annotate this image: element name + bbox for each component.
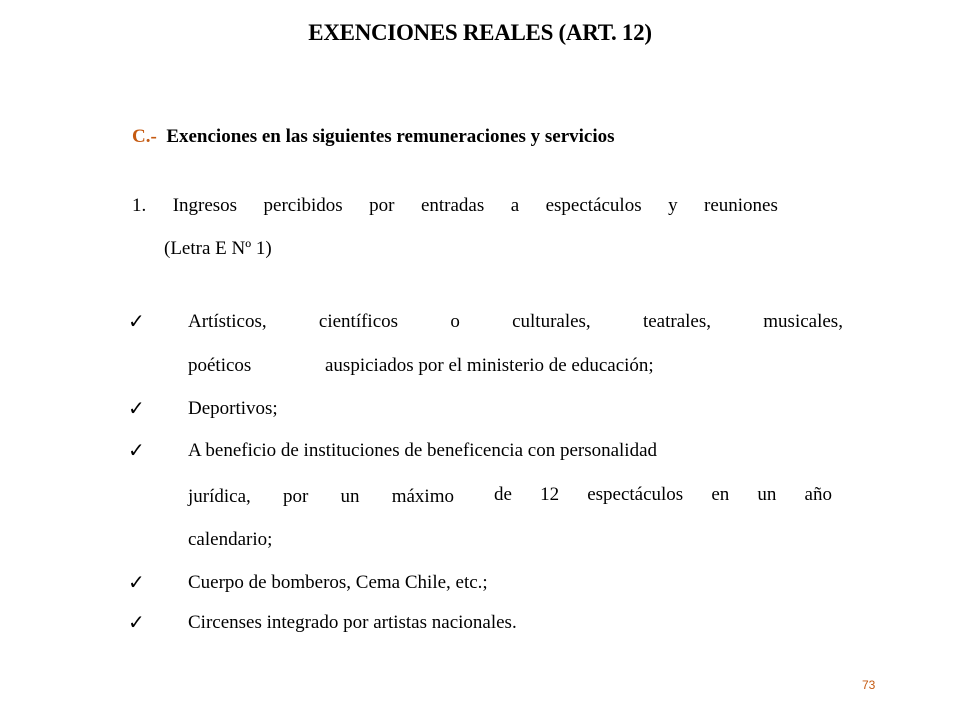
bullet3-word: jurídica,	[188, 486, 251, 507]
item1-word: y	[668, 195, 678, 216]
item1-word: entradas	[420, 195, 485, 216]
item1-line2: (Letra E Nº 1)	[164, 238, 272, 259]
bullet1-line2a: poéticos	[188, 355, 252, 376]
bullet4-text: Cuerpo de bomberos, Cema Chile, etc.;	[188, 572, 488, 593]
bullet3-line2b	[494, 484, 832, 506]
item1-word: por	[369, 195, 395, 216]
subtitle-prefix: C.-	[132, 126, 157, 147]
check-icon: ✓	[128, 570, 145, 594]
check-icon: ✓	[128, 438, 145, 462]
bullet1-word: teatrales,	[642, 311, 711, 332]
bullet1-line2b: auspiciados por el ministerio de educación;	[325, 355, 654, 376]
bullet1-word: científicos	[318, 311, 399, 332]
bullet2-text: Deportivos;	[188, 398, 278, 419]
bullet1-word: Artísticos,	[188, 311, 267, 332]
bullet3-word: espectáculos	[587, 484, 684, 505]
subtitle-text: Exenciones en las siguientes remuneraciones y servicios	[166, 126, 615, 147]
item1-line1	[132, 195, 778, 217]
bullet3-word: 12	[540, 484, 560, 505]
bullet3-word: en	[711, 484, 730, 505]
bullet1-word: o	[450, 311, 460, 332]
item1-word: percibidos	[263, 195, 343, 216]
item1-word: espectáculos	[545, 195, 642, 216]
page-title: EXENCIONES REALES (ART. 12)	[308, 20, 652, 45]
bullet3-word: año	[804, 484, 832, 505]
bullet5-text: Circenses integrado por artistas nacionales.	[188, 612, 517, 633]
item1-word: reuniones	[704, 195, 778, 216]
bullet3-word: de	[494, 484, 512, 505]
bullet3-line1: A beneficio de instituciones de beneficencia con personalidad	[188, 440, 658, 461]
bullet3-line2a	[188, 486, 454, 508]
check-icon: ✓	[128, 610, 145, 634]
bullet3-line3: calendario;	[188, 529, 273, 550]
item1-word: Ingresos	[172, 195, 238, 216]
page-number: 73	[862, 678, 876, 692]
check-icon: ✓	[128, 396, 145, 420]
bullet3-word: un	[757, 484, 777, 505]
bullet1-word: musicales,	[763, 311, 843, 332]
bullet3-word: un	[340, 486, 360, 507]
bullet3-word: por	[282, 486, 309, 507]
bullet3-word: máximo	[391, 486, 454, 507]
bullet1-line1	[188, 311, 843, 333]
check-icon: ✓	[128, 309, 145, 333]
item1-word: a	[510, 195, 520, 216]
item1-word: 1.	[132, 195, 147, 216]
section-subtitle	[132, 126, 615, 148]
bullet1-word: culturales,	[512, 311, 591, 332]
